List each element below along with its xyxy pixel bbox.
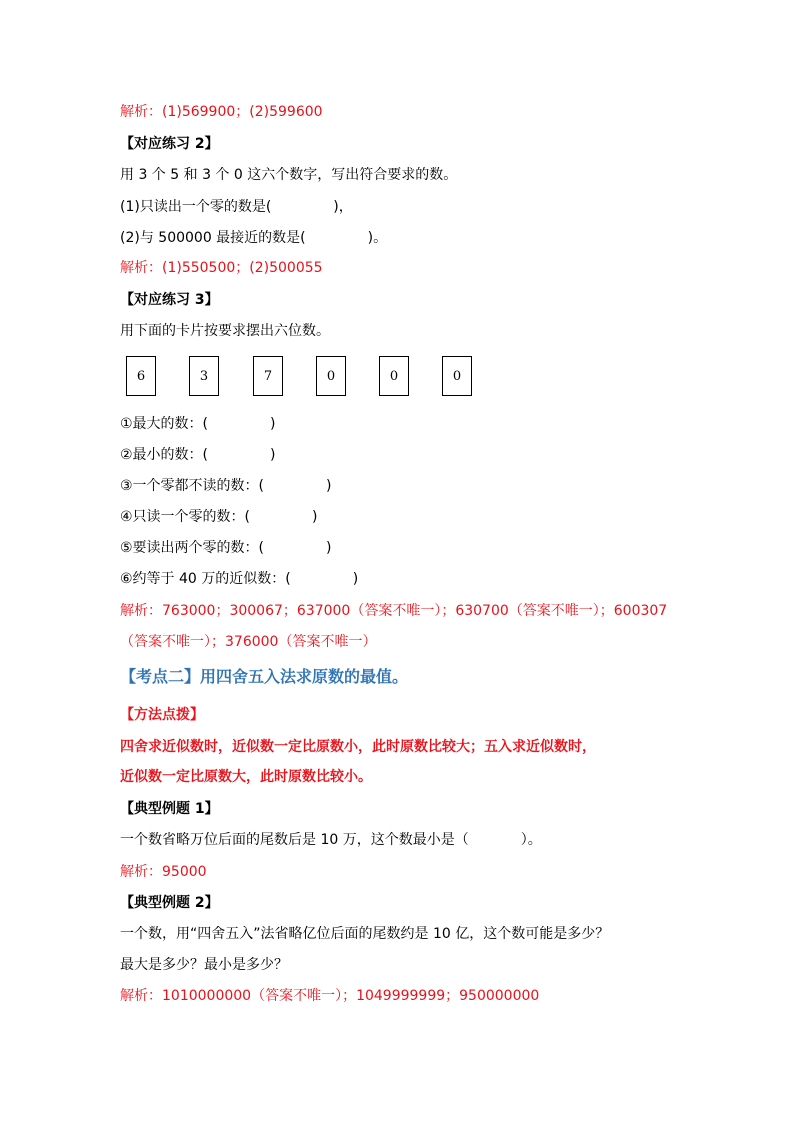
example-1-question bbox=[120, 830, 542, 850]
blank-close: ) bbox=[326, 478, 332, 494]
blank-open: ⑥约等于 40 万的近似数：( bbox=[120, 571, 291, 587]
blank-close: ）。 bbox=[520, 832, 542, 848]
blank-open: ④只读一个零的数：( bbox=[120, 509, 251, 525]
practice-3-heading: 【对应练习 3】 bbox=[120, 292, 219, 308]
blank-open: 一个数省略万位后面的尾数后是 10 万，这个数最小是（ bbox=[120, 832, 469, 848]
answer-line: 解析：(1)569900；(2)599600 bbox=[120, 104, 323, 120]
number-card: 7 bbox=[253, 356, 283, 396]
practice-3-item bbox=[120, 476, 331, 496]
number-card: 0 bbox=[379, 356, 409, 396]
number-card: 0 bbox=[442, 356, 472, 396]
answer-line: 解析：763000；300067；637000（答案不唯一）；630700（答案不唯一）；600307 bbox=[120, 603, 668, 619]
example-2-question: 一个数，用“四舍五入”法省略亿位后面的尾数约是 10 亿，这个数可能是多少？ bbox=[120, 926, 610, 942]
answer-line: 解析：95000 bbox=[120, 864, 207, 880]
blank-open: ②最小的数：( bbox=[120, 447, 209, 463]
blank-close: ) bbox=[352, 571, 359, 587]
number-card: 3 bbox=[189, 356, 219, 396]
example-1-heading: 【典型例题 1】 bbox=[120, 801, 219, 817]
blank-open: ⑤要读出两个零的数：( bbox=[120, 540, 265, 556]
blank-close: ) bbox=[312, 509, 318, 525]
blank-close: ) bbox=[270, 416, 276, 432]
number-card: 6 bbox=[126, 356, 156, 396]
method-text: 四舍求近似数时，近似数一定比原数小，此时原数比较大；五入求近似数时， bbox=[120, 739, 596, 755]
blank-open: (1)只读出一个零的数是( bbox=[120, 199, 272, 215]
blank-close: ) bbox=[270, 447, 276, 463]
blank-open: ①最大的数：( bbox=[120, 416, 209, 432]
practice-3-item bbox=[120, 569, 358, 589]
practice-3-question: 用下面的卡片按要求摆出六位数。 bbox=[120, 323, 330, 339]
blank-close: )， bbox=[333, 199, 353, 215]
answer-line: 解析：1010000000（答案不唯一）；1049999999；950000000 bbox=[120, 988, 540, 1004]
practice-2-item-2 bbox=[120, 228, 387, 248]
example-2-heading: 【典型例题 2】 bbox=[120, 895, 219, 911]
method-text: 近似数一定比原数大，此时原数比较小。 bbox=[120, 769, 372, 785]
practice-3-item bbox=[120, 538, 331, 558]
number-card: 0 bbox=[316, 356, 346, 396]
method-heading: 【方法点拨】 bbox=[120, 707, 204, 723]
blank-close: ) bbox=[326, 540, 332, 556]
practice-2-heading: 【对应练习 2】 bbox=[120, 136, 219, 152]
practice-3-item bbox=[120, 414, 275, 434]
blank-open: ③一个零都不读的数：( bbox=[120, 478, 265, 494]
practice-2-question: 用 3 个 5 和 3 个 0 这六个数字，写出符合要求的数。 bbox=[120, 167, 458, 183]
practice-3-item bbox=[120, 507, 317, 527]
example-2-question: 最大是多少？最小是多少？ bbox=[120, 957, 288, 973]
answer-line: （答案不唯一）；376000（答案不唯一） bbox=[120, 634, 377, 650]
practice-3-item bbox=[120, 445, 275, 465]
section-title: 【考点二】用四舍五入法求原数的最值。 bbox=[120, 667, 409, 686]
blank-open: (2)与 500000 最接近的数是( bbox=[120, 230, 306, 246]
practice-2-item-1 bbox=[120, 197, 353, 217]
blank-close: )。 bbox=[367, 230, 388, 246]
answer-line: 解析：(1)550500；(2)500055 bbox=[120, 260, 323, 276]
